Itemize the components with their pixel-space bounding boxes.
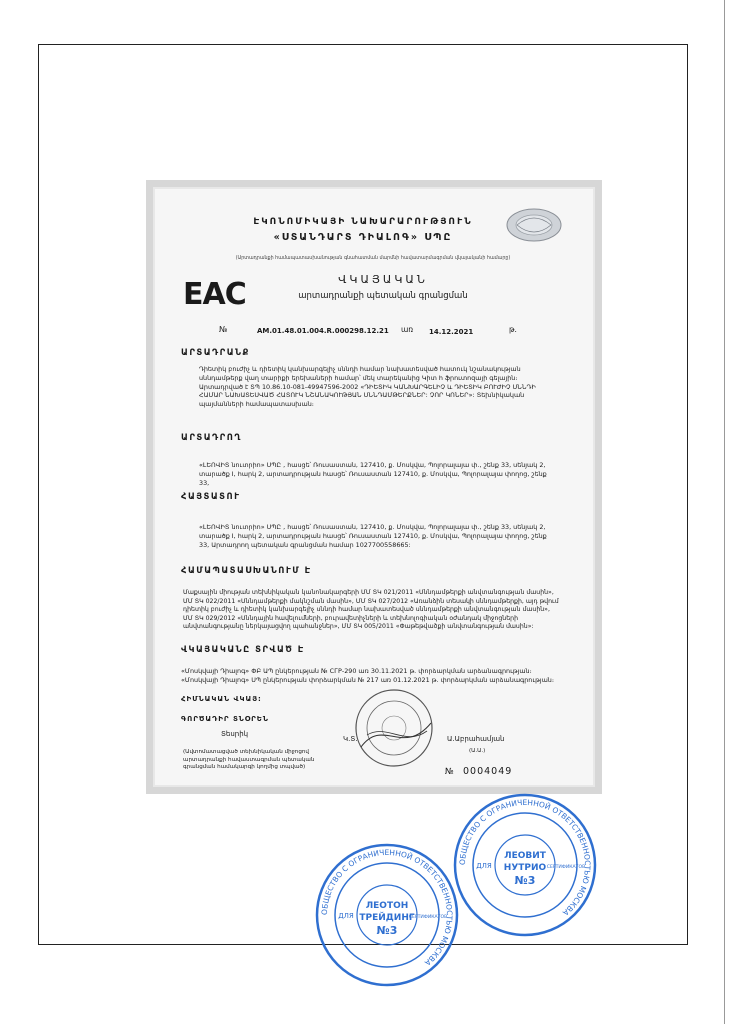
stamp-right-side-left: ДЛЯ xyxy=(476,862,492,870)
ministry-name: ԷԿՈՆՈՄԻԿԱՅԻ ՆԱԽԱՐԱՐՈՒԹՅՈՒՆ xyxy=(253,217,473,227)
compliance-text: Մաքսային միության տեխնիկական կանոնակարգերի ՄՄ ՏԿ 021/2011 «Սննդամթերքի անվտանգության մասին», ՄՄ ՏԿ 022/2011 «Սննդամթերքի մակնշման մասին», ՄՄ ՏԿ 027/2012 «Առանձին տեսակի սննդամթերքի, այդ թվում դիետիկ բուժիչ և դիետիկ կանխարգելիչ սննդի համար նախատեսված սննդամթերքի անվտանգության մասին», ՄՄ ՏԿ 029/2012 «Սննդային հավելումների, բուրավետիչների և տեխնոլոգիական օժանդակ միջոցների անվտանգությանը ներկայացվող պահանջներ», ՄՄ ՏԿ 005/2011 «Փաթեթվածքի անվտանգության մասին»: xyxy=(183,589,559,631)
hologram-emblem xyxy=(505,205,563,245)
footer-note: (Ավտոմատացված տեխնիկական միջոցով արտադրանքի հավաստագրման պետական գրանցման համակարգի կողմից տպված) xyxy=(183,749,315,771)
stamp-right-num: №3 xyxy=(514,874,536,887)
section-compliance: ՀԱՄԱՊԱՏԱՍԽԱՆՈՒՄ Է xyxy=(181,565,312,575)
stamp-left-mid: ТРЕЙДИНГ xyxy=(359,913,415,923)
signer-name: Ա.Աբրահամյան xyxy=(447,735,505,743)
page-edge xyxy=(724,0,725,1024)
stamp-right-top: ЛЕОВИТ xyxy=(504,851,546,861)
recipient-text: «ԼԵՈՎԻՏ նուտրիո» ՍՊԸ , հասցե՝ Ռուսաստան, 127410, ք. Մոսկվա, Պոլորալայա փ., շենք 33, սենյակ 2, տարածք I, հարկ 2, արտադրության հասցե՝ Ռուսաստան 127410, ք. Մոսկվա, Պոլորալայա փողոց, շենք 33, Արտադրող պետական գրանցման համար 1027700558665: xyxy=(199,523,547,549)
document-subtitle: արտադրանքի պետական գրանցման xyxy=(298,291,468,301)
organization-name: «ՍՏԱՆԴԱՐՏ ԴԻԱԼՈԳ» ՍՊԸ xyxy=(273,232,453,243)
date-label: առ xyxy=(401,325,414,334)
official-seal xyxy=(353,687,435,769)
accreditation-note: (Արտադրանքի համապատասխանության գնահատման մարմնի հավատարմագրման վկայականի համարը) xyxy=(235,256,511,261)
product-text: Դիետիկ բուժիչ և դիետիկ կանխարգելիչ սննդի համար նախատեսված հատուկ նշանակության սննդամթերք վաղ տարիքի երեխաների համար՝ մեկ տարեկանից Կիտ հ ֆրուտոզայի գելային։ Արտադրված է ՏՊ 10.86.10-081-49947596-2002 «ԴԻԵՏԻԿ ԿԱՆԽԱՐԳԵԼԻՉ և ԴԻԵՏԻԿ ԲՈՒԺԻՉ ՍՆՆԴԻ ՀԱՄԱՐ ՆԱԽԱՏԵՍՎԱԾ ՀԱՏՈՒԿ ՆՇԱՆԱԿՈՒԹՅԱՆ ՍՆՆԴԱՄԹԵՐՔՆԵՐ: ՉՈՐ ԿՈՆԵՐ»: Տեխնիկական պայմանների համապատասխան։ xyxy=(199,365,536,409)
section-product: ԱՐՏԱԴՐԱՆՔ xyxy=(181,347,250,357)
stamp-right-ring-text: ОБЩЕСТВО С ОГРАНИЧЕННОЙ ОТВЕТСТВЕННОСТЬЮ МОСКВА xyxy=(457,797,593,918)
stamp-left-top: ЛЕОТОН xyxy=(365,901,409,911)
section-extra: ՀԻՄՆԱԿԱՆ ՎԿԱՅ: xyxy=(181,695,262,703)
stamp-right-mid: НУТРИО xyxy=(503,863,547,873)
signer-role: (Ա.Ա.) xyxy=(469,748,486,754)
company-stamp-right xyxy=(450,790,600,940)
manufacturer-text: «ԼԵՈՎԻՏ նուտրիո» ՍՊԸ , հասցե՝ Ռուսաստան, 127410, ք. Մոսկվա, Պոլորալայա փ., շենք 33, սենյակ 2, տարածք I, հարկ 2, արտադրության հասցե՝ Ռուսաստան 127410, ք. Մոսկվա, Պոլորալայա փողոց, շենք 33, xyxy=(199,461,547,487)
section-manufacturer: ԱՐՏԱԴՐՈՂ xyxy=(181,432,242,442)
eac-logo: EAC xyxy=(183,277,246,312)
serial-label: № xyxy=(445,767,454,777)
section-issued: ՎԿԱՅԱԿԱՆԸ ՏՐՎԱԾ Է xyxy=(181,644,305,654)
stamp-left-side-right: СЕРТИФИКАТОВ xyxy=(408,915,448,920)
stamp-left-ring-text: ОБЩЕСТВО С ОГРАНИЧЕННОЙ ОТВЕТСТВЕННОСТЬЮ МОСКВА xyxy=(319,847,455,968)
stamp-left-side-left: ДЛЯ xyxy=(338,912,354,920)
director-name: Տեսրիկ xyxy=(221,730,249,738)
stamp-right-side-right: СЕРТИФИКАТОВ xyxy=(546,865,586,870)
seal-mark: Կ.Տ. xyxy=(343,735,358,743)
document-title: ՎԿԱՅԱԿԱՆ xyxy=(338,273,428,286)
certificate-date: 14.12.2021 xyxy=(429,328,474,336)
company-stamp-left xyxy=(312,840,462,990)
number-label: № xyxy=(219,325,228,334)
issued-text: «Մոսկվայի Դիալոգ» ՓԲ ԱՊ ընկերության № СГР-290 առ 30.11.2021 թ. փորձարկման արձանագրության։ «Մոսկվայի Դիալոգ» ՍՊ ընկերության փորձարկման № 217 առ 01.12.2021 թ. փորձարկման արձանագրության։ xyxy=(181,667,555,684)
stamp-left-num: №3 xyxy=(376,924,398,937)
section-recipient: ՀԱՅՏԱՏՈՒ xyxy=(181,491,241,501)
serial-number: 0004049 xyxy=(463,766,513,777)
certificate-number: AM.01.48.01.004.R.000298.12.21 xyxy=(257,327,389,335)
year-suffix: թ. xyxy=(509,325,517,334)
certificate-sheet xyxy=(146,180,602,794)
director-label: ԳՈՐԾԱԴԻՐ ՏՆՕՐԵՆ xyxy=(181,715,269,723)
